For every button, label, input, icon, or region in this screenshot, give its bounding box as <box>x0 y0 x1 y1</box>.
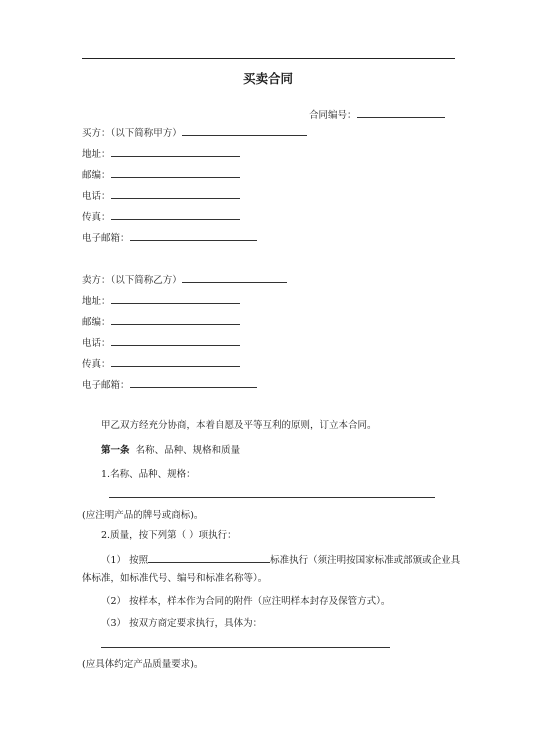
seller-header-label: 卖方：（以下简称乙方） <box>82 275 182 286</box>
seller-email-label: 电子邮箱： <box>82 380 130 391</box>
buyer-phone-label: 电话： <box>82 191 111 202</box>
seller-postcode-blank[interactable] <box>111 315 240 325</box>
buyer-phone-row <box>82 189 240 203</box>
option-1-continuation: 体标准，如标准代号、编号和标准名称等）。 <box>82 573 268 584</box>
page-title: 买卖合同 <box>242 71 293 86</box>
option-3-text: （3） 按双方商定要求执行，具体为： <box>101 618 263 629</box>
article-1-heading <box>101 445 240 457</box>
intro-paragraph: 甲乙双方经充分协商，本着自愿及平等互利的原则，订立本合同。 <box>101 420 377 431</box>
buyer-email-row <box>82 231 257 245</box>
seller-phone-row <box>82 336 240 350</box>
seller-name-blank[interactable] <box>182 273 287 283</box>
buyer-address-blank[interactable] <box>111 147 240 157</box>
seller-address-row <box>82 294 240 308</box>
buyer-email-label: 电子邮箱： <box>82 233 130 244</box>
option-3-blank-line[interactable] <box>101 647 390 648</box>
item-1-note: (应注明产品的牌号或商标)。 <box>82 510 204 521</box>
buyer-fax-blank[interactable] <box>111 210 240 220</box>
seller-address-label: 地址： <box>82 296 111 307</box>
buyer-email-blank[interactable] <box>130 231 257 241</box>
seller-header-row <box>82 273 287 287</box>
seller-fax-blank[interactable] <box>111 357 240 367</box>
seller-fax-label: 传真： <box>82 359 111 370</box>
article-1-number: 第一条 <box>101 445 130 456</box>
buyer-phone-blank[interactable] <box>111 189 240 199</box>
buyer-name-blank[interactable] <box>182 126 307 136</box>
seller-phone-label: 电话： <box>82 338 111 349</box>
contract-number-row <box>309 108 445 122</box>
buyer-header-label: 买方：（以下简称甲方） <box>82 128 182 139</box>
option-3-note: (应具体约定产品质量要求)。 <box>82 659 204 670</box>
buyer-header-row <box>82 126 307 140</box>
item-2-label: 2.质量，按下列第（ ）项执行： <box>101 530 237 541</box>
item-1-label: 1.名称、品种、规格： <box>101 469 196 480</box>
seller-postcode-label: 邮编： <box>82 317 111 328</box>
option-1-row <box>101 553 460 567</box>
seller-email-blank[interactable] <box>130 378 257 388</box>
buyer-postcode-row <box>82 168 240 182</box>
buyer-address-label: 地址： <box>82 149 111 160</box>
option-1-standard-blank[interactable] <box>148 553 270 563</box>
seller-email-row <box>82 378 257 392</box>
buyer-address-row <box>82 147 240 161</box>
contract-number-blank[interactable] <box>357 108 445 118</box>
seller-phone-blank[interactable] <box>111 336 240 346</box>
seller-address-blank[interactable] <box>111 294 240 304</box>
buyer-fax-label: 传真： <box>82 212 111 223</box>
top-rule <box>82 58 455 59</box>
seller-postcode-row <box>82 315 240 329</box>
article-1-title: 名称、品种、规格和质量 <box>135 445 241 456</box>
item-1-blank-line[interactable] <box>109 497 435 498</box>
option-2-text: （2） 按样本，样本作为合同的附件（应注明样本封存及保管方式）。 <box>101 596 391 607</box>
contract-number-label: 合同编号： <box>309 110 357 121</box>
buyer-postcode-label: 邮编： <box>82 170 111 181</box>
option-1-prefix: （1） 按照 <box>101 555 149 566</box>
buyer-fax-row <box>82 210 240 224</box>
buyer-postcode-blank[interactable] <box>111 168 240 178</box>
option-1-suffix: 标准执行（须注明按国家标准或部颁或企业具 <box>270 555 461 566</box>
seller-fax-row <box>82 357 240 371</box>
